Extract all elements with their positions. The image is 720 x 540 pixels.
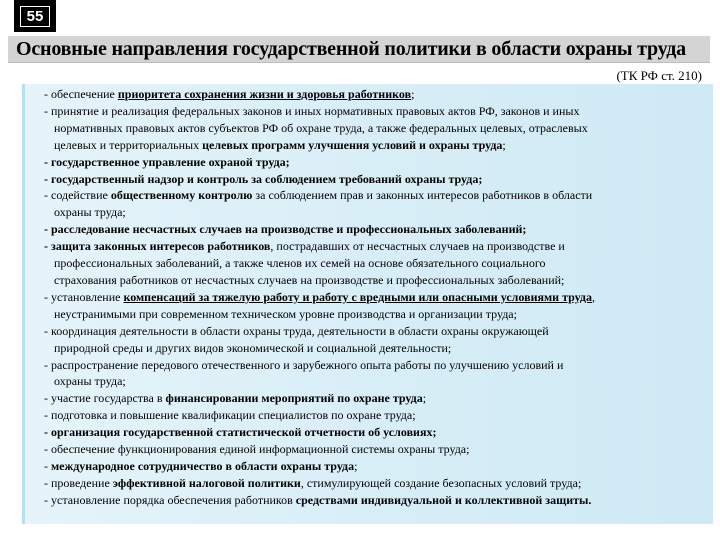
text-fragment: , пострадавших от несчастных случаев на производстве и: [270, 239, 565, 254]
list-item-line: неустранимыми при современном техническом уровне производства и организации труда;: [54, 306, 517, 321]
policy-list: [44, 86, 706, 509]
text-fragment: ;: [411, 87, 415, 101]
list-item: [44, 441, 706, 458]
text-fragment: - установление порядка обеспечения работников: [44, 492, 296, 507]
list-item-line: - обеспечение функционирования единой информационной системы охраны труда;: [44, 442, 470, 457]
text-fragment: - проведение: [44, 475, 113, 490]
page-title: Основные направления государственной политики в области охраны труда: [16, 38, 686, 60]
list-item: [44, 424, 706, 441]
text-fragment: целевых и территориальных: [54, 137, 203, 152]
text-fragment: ;: [422, 391, 427, 406]
text-fragment: международное сотрудничество в области охраны труда: [51, 458, 355, 473]
list-item: [44, 103, 706, 154]
list-item-line: [44, 154, 706, 171]
slide-number: 55: [20, 6, 51, 27]
list-item-line: [44, 86, 706, 103]
list-item: [44, 323, 706, 357]
list-item: [44, 357, 706, 391]
list-item-line: охраны труда;: [54, 205, 126, 220]
list-item: [44, 407, 706, 424]
text-fragment: общественному контролю: [110, 188, 253, 203]
list-item: [44, 289, 706, 323]
list-item-line: природной среды и других видов экономической и социальной деятельности;: [54, 340, 452, 355]
list-item-line: [44, 424, 706, 441]
list-item: [44, 171, 706, 188]
list-item: [44, 154, 706, 171]
list-item: [44, 475, 706, 492]
text-fragment: ;: [354, 458, 358, 473]
text-fragment: - государственный надзор и контроль за соблюдением требований охраны труда;: [44, 171, 483, 186]
text-fragment: - расследование несчастных случаев на производстве и профессиональных заболеваний;: [44, 222, 527, 237]
list-item-line: [44, 137, 706, 154]
list-item-line: - подготовка и повышение квалификации специалистов по охране труда;: [44, 408, 416, 423]
list-item: [44, 86, 706, 103]
list-item-line: - принятие и реализация федеральных законов и иных нормативных правовых актов РФ, законов и иных: [44, 103, 580, 118]
list-item-line: [44, 171, 706, 188]
text-fragment: -: [44, 458, 51, 473]
list-item-line: охраны труда;: [54, 374, 126, 389]
text-fragment: ;: [502, 137, 506, 152]
text-fragment: целевых программ улучшения условий и охраны труда: [202, 137, 503, 152]
text-fragment: компенсаций за тяжелую работу и работу с вредными или опасными условиями труда: [123, 289, 592, 304]
list-item-line: страхования работников от несчастных случаев на производстве и профессиональных заболеваний;: [54, 272, 565, 287]
list-item-line: [44, 390, 706, 407]
text-fragment: за соблюдением прав и законных интересов работников в области: [252, 188, 593, 203]
text-fragment: - участие государства в: [44, 391, 166, 406]
legal-reference: (ТК РФ ст. 210): [616, 68, 702, 83]
list-item: [44, 238, 706, 289]
list-item-line: профессиональных заболеваний, а также членов их семей на основе обязательного социального: [54, 256, 546, 271]
text-fragment: приоритета сохранения жизни и здоровья работников: [117, 87, 412, 101]
text-fragment: финансировании мероприятий по охране труда: [165, 391, 423, 406]
text-fragment: - установление: [44, 289, 124, 304]
text-fragment: - защита законных интересов работников: [44, 239, 271, 254]
text-fragment: эффективной налоговой политики: [112, 475, 301, 490]
list-item-line: [44, 187, 706, 204]
list-item-line: [44, 221, 706, 238]
list-item: [44, 187, 706, 221]
text-fragment: - государственное управление охраной труда;: [44, 154, 290, 169]
list-item-line: - распространение передового отечественного и зарубежного опыта работы по улучшению условий и: [44, 357, 564, 372]
list-item-line: [44, 475, 706, 492]
list-item-line: [44, 289, 706, 306]
list-item-line: нормативных правовых актов субъектов РФ об охране труда, а также федеральных целевых, отраслевых: [54, 120, 588, 135]
list-item-line: [44, 458, 706, 475]
text-fragment: ,: [591, 289, 595, 304]
text-fragment: - организация государственной статистической отчетности об условиях;: [44, 425, 437, 440]
list-item: [44, 390, 706, 407]
list-item-line: [44, 492, 706, 509]
text-fragment: - содействие: [44, 188, 111, 203]
text-fragment: - обеспечение: [44, 87, 118, 101]
list-item: [44, 221, 706, 238]
list-item: [44, 458, 706, 475]
list-item-line: - координация деятельности в области охраны труда, деятельности в области охраны окружающей: [44, 323, 549, 338]
slide-number-badge: [14, 0, 56, 32]
text-fragment: средствами индивидуальной и коллективной защиты.: [295, 492, 592, 507]
list-item-line: [44, 238, 706, 255]
list-item: [44, 492, 706, 509]
text-fragment: , стимулирующей создание безопасных условий труда;: [300, 475, 582, 490]
